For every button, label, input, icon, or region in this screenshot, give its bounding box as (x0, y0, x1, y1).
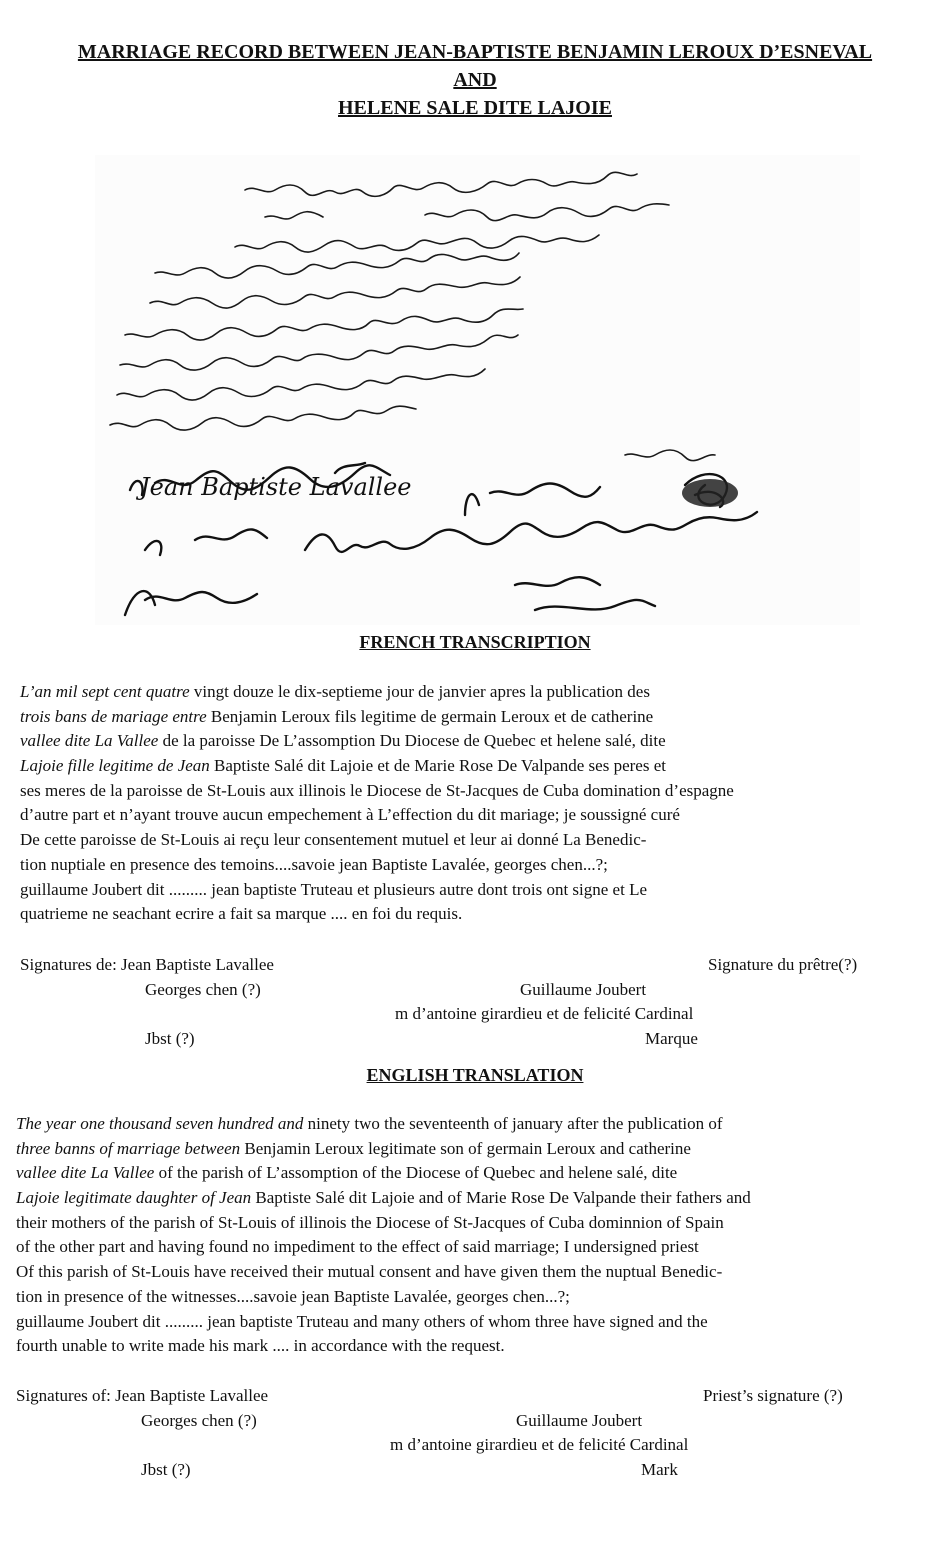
manuscript-signature-lavallee: Jean Baptiste Lavallee (140, 473, 412, 501)
french-transcription-heading: FRENCH TRANSCRIPTION (359, 632, 591, 652)
italic-phrase: vallee dite La Vallee (16, 1163, 155, 1183)
text-line (16, 1137, 751, 1162)
french-signatures-label: Signatures de: Jean Baptiste Lavallee (20, 955, 274, 974)
english-signature-jbst: Jbst (?) (141, 1460, 191, 1479)
english-signatures-label: Signatures of: Jean Baptiste Lavallee (16, 1386, 269, 1405)
line-text: vingt douze le dix-septieme jour de janvier apres la publication des (189, 682, 650, 701)
document-title-line-2: AND (453, 69, 497, 91)
handwriting-scribbles (95, 155, 860, 625)
english-signature-guillaume: Guillaume Joubert (516, 1411, 643, 1430)
line-text: de la paroisse De L’assomption Du Diocese de Quebec et helene salé, dite (158, 731, 666, 751)
line-text: ses meres de la paroisse de St-Louis aux illinois le Diocese de St-Jacques de Cuba domination d’espagne (20, 780, 734, 800)
french-signature-marque: Marque (645, 1029, 698, 1048)
italic-phrase: L’an mil sept cent quatre (20, 682, 190, 701)
handwritten-manuscript-image (95, 155, 860, 625)
french-transcription-text (20, 680, 734, 927)
text-line (20, 754, 734, 779)
line-text: Benjamin Leroux legitimate son of germain Leroux and catherine (240, 1138, 691, 1158)
line-text: their mothers of the parish of St-Louis of illinois the Diocese of St-Jacques of Cuba dominnion of Spain (16, 1212, 724, 1232)
italic-phrase: trois bans de mariage entre (20, 706, 207, 726)
line-text: guillaume Joubert dit ......... jean baptiste Truteau et plusieurs autre dont trois ont signe et Le (20, 879, 647, 899)
text-line (20, 878, 734, 903)
text-line (16, 1235, 751, 1260)
line-text: Benjamin Leroux fils legitime de germain Leroux et de catherine (206, 706, 654, 726)
english-signature-antoine: m d’antoine girardieu et de felicité Cardinal (390, 1435, 689, 1454)
line-text: De cette paroisse de St-Louis ai reçu leur consentement mutuel et leur ai donné La Benedic- (20, 830, 647, 850)
line-text: fourth unable to write made his mark .... in accordance with the request. (16, 1336, 505, 1356)
french-signature-jbst: Jbst (?) (145, 1029, 195, 1048)
text-line (20, 729, 734, 754)
text-line (16, 1260, 751, 1285)
text-line (16, 1186, 751, 1211)
italic-phrase: The year one thousand seven hundred and (16, 1114, 304, 1133)
french-priest-signature: Signature du prêtre(?) (708, 955, 858, 974)
text-line (16, 1112, 751, 1137)
french-signature-georges: Georges chen (?) (145, 980, 261, 999)
line-text: Baptiste Salé dit Lajoie et de Marie Rose De Valpande ses peres et (209, 756, 666, 776)
french-signature-antoine: m d’antoine girardieu et de felicité Cardinal (395, 1004, 694, 1023)
english-signature-georges: Georges chen (?) (141, 1411, 257, 1430)
text-line (20, 803, 734, 828)
text-line (20, 902, 734, 927)
french-signature-guillaume: Guillaume Joubert (520, 980, 647, 999)
text-line (20, 705, 734, 730)
text-line (16, 1285, 751, 1310)
text-line (16, 1334, 751, 1359)
italic-phrase: Lajoie legitimate daughter of Jean (16, 1188, 252, 1208)
line-text: of the parish of L’assomption of the Diocese of Quebec and helene salé, dite (154, 1163, 678, 1183)
line-text: guillaume Joubert dit ......... jean baptiste Truteau and many others of whom three have signed and the (16, 1311, 708, 1331)
line-text: of the other part and having found no impediment to the effect of said marriage; I undersigned priest (16, 1237, 699, 1257)
line-text: ninety two the seventeenth of january after the publication of (303, 1114, 723, 1133)
line-text: Of this parish of St-Louis have received their mutual consent and have given them the nuptual Benedic- (16, 1262, 723, 1282)
text-line (20, 680, 734, 705)
text-line (20, 779, 734, 804)
italic-phrase: vallee dite La Vallee (20, 731, 159, 751)
line-text: quatrieme ne seachant ecrire a fait sa marque .... en foi du requis. (20, 904, 463, 924)
document-title-line-3: HELENE SALE DITE LAJOIE (338, 97, 612, 119)
text-line (16, 1161, 751, 1186)
document-title-line-1: MARRIAGE RECORD BETWEEN JEAN-BAPTISTE BENJAMIN LEROUX D’ESNEVAL (77, 41, 873, 63)
italic-phrase: three banns of marriage between (16, 1138, 241, 1158)
english-translation-text (16, 1112, 751, 1359)
ink-blot-mark (682, 479, 738, 507)
text-line (16, 1310, 751, 1335)
italic-phrase: Lajoie fille legitime de Jean (20, 756, 210, 776)
line-text: tion nuptiale en presence des temoins....savoie jean Baptiste Lavalée, georges chen...?; (20, 854, 608, 874)
text-line (20, 853, 734, 878)
text-line (20, 828, 734, 853)
english-translation-heading: ENGLISH TRANSLATION (366, 1065, 584, 1085)
english-signature-mark: Mark (641, 1460, 678, 1479)
line-text: tion in presence of the witnesses....savoie jean Baptiste Lavalée, georges chen...?; (16, 1286, 570, 1306)
line-text: Baptiste Salé dit Lajoie and of Marie Rose De Valpande their fathers and (251, 1188, 751, 1208)
text-line (16, 1211, 751, 1236)
line-text: d’autre part et n’ayant trouve aucun empechement à L’effection du dit mariage; je soussigné curé (20, 805, 680, 825)
english-priest-signature: Priest’s signature (?) (703, 1386, 843, 1405)
